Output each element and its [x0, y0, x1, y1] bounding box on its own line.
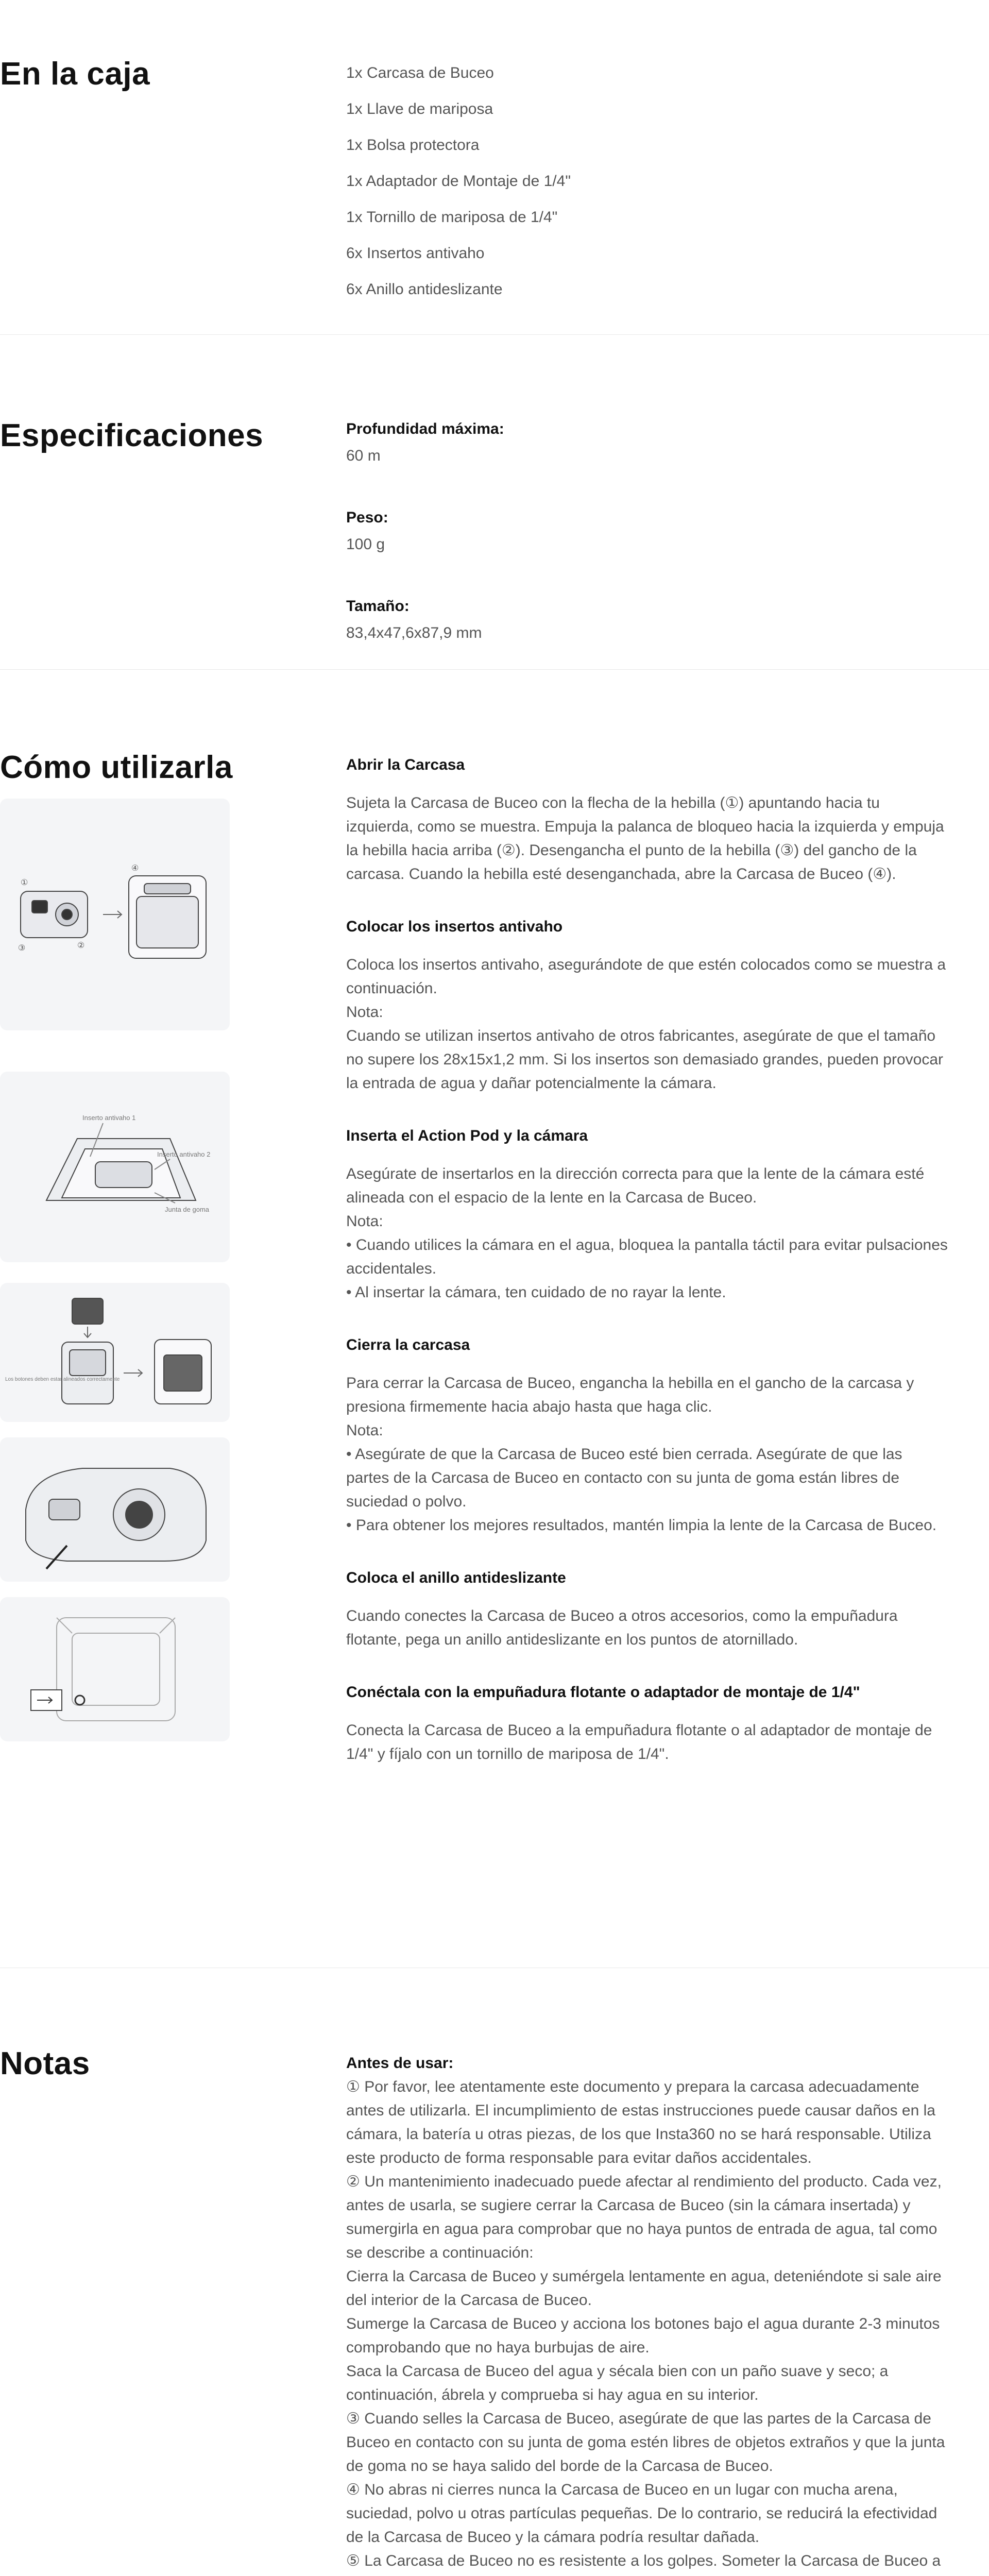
close-case-diagram [0, 1437, 230, 1582]
specs-section [0, 335, 989, 670]
diagram-label: ② [77, 941, 85, 950]
section-title: Cómo utilizarla [0, 750, 233, 785]
diagram-label: ④ [131, 864, 139, 873]
step-item [346, 1684, 949, 1766]
notes-section [0, 1968, 989, 2576]
list-item: 1x Adaptador de Montaje de 1/4" [346, 173, 571, 190]
step-item [346, 1336, 949, 1537]
steps-list [346, 756, 949, 1798]
spec-value: 83,4x47,6x87,9 mm [346, 624, 482, 641]
diagram-label: ③ [18, 944, 26, 953]
step-item [346, 918, 949, 1095]
section-title: En la caja [0, 56, 150, 92]
list-item: 6x Insertos antivaho [346, 245, 485, 262]
step-body: Para cerrar la Carcasa de Buceo, engancha la hebilla en el gancho de la carcasa y presiona firmemente hacia abajo hasta que haga clic. Nota: • Asegúrate de que la Carcasa de Buceo esté bien cerrada. Asegúrate de que las partes de la Carcasa de Buceo en contacto con su junta de goma están libres de suciedad o polvo. • Para obtener los mejores resultados, mantén limpia la lente de la Carcasa de Buceo. [346, 1375, 937, 1534]
list-item: 1x Carcasa de Buceo [346, 64, 494, 81]
notes-content [346, 2052, 954, 2576]
spec-label: Peso: [346, 509, 388, 526]
step-body: Sujeta la Carcasa de Buceo con la flecha de la hebilla (①) apuntando hacia tu izquierda, como se muestra. Empuja la palanca de bloqueo hacia la izquierda y empuja la hebilla hacia arriba (②). Desengancha el punto de la hebilla (③) del gancho de la carcasa. Cuando la hebilla esté desenganchada, abre la Carcasa de Buceo (④). [346, 794, 944, 883]
step-body: Asegúrate de insertarlos en la dirección correcta para que la lente de la cámara esté alineada con el espacio de la lente en la Carcasa de Buceo. Nota: • Cuando utilices la cámara en el agua, bloquea la pantalla táctil para evitar pulsaciones accidentales. • Al insertar la cámara, ten cuidado de no rayar la lente. [346, 1165, 948, 1301]
list-item: 1x Llave de mariposa [346, 100, 493, 117]
spec-label: Profundidad máxima: [346, 420, 504, 437]
specs-list [346, 420, 954, 686]
step-title: Coloca el anillo antideslizante [346, 1569, 566, 1586]
anti-slip-ring-diagram [0, 1597, 230, 1741]
notes-before-body: ① Por favor, lee atentamente este documento y prepara la carcasa adecuadamente antes de utilizarla. El incumplimiento de estas instrucciones puede causar daños en la cámara, la batería u otras piezas, de los que Insta360 no se hará responsable. Utiliza este producto de forma responsable para evitar daños accidentales. ② Un mantenimiento inadecuado puede afectar al rendimiento del producto. Cada vez, antes de usarla, se sugiere cerrar la Carcasa de Buceo (sin la cámara insertada) y sumergirla en agua para comprobar que no haya puntos de entrada de agua, tal como se describe a continuación: Cierra la Carcasa de Buceo y sumérgela lentamente en agua, deteniéndote si sale aire del interior de la Carcasa de Buceo. Sumerge la Carcasa de Buceo y acciona los botones bajo el agua durante 2-3 minutos comprobando que no haya burbujas de aire. Saca la Carcasa de Buceo del agua y sécala bien con un paño suave y seco; a continuación, ábrela y comprueba si hay agua en su interior. ③ Cuando selles la Carcasa de Buceo, asegúrate de que las partes de la Carcasa de Buceo en contacto con su junta de goma estén libres de objetos extraños y que la junta de goma no se haya salido del borde de la Carcasa de Buceo. ④ No abras ni cierres nunca la Carcasa de Buceo en un lugar con mucha arena, suciedad, polvo u otras partículas pequeñas. De lo contrario, se reducirá la efectividad de la Carcasa de Buceo y la cámara podría resultar dañada. ⑤ La Carcasa de Buceo no es resistente a los golpes. Someter la Carcasa de Buceo a [346, 2078, 945, 2569]
step-body: Cuando conectes la Carcasa de Buceo a otros accesorios, como la empuñadura flotante, pega un anillo antideslizante en los puntos de atornillado. [346, 1607, 898, 1648]
step-body: Coloca los insertos antivaho, asegurándote de que estén colocados como se muestra a continuación. Nota: Cuando se utilizan insertos antivaho de otros fabricantes, asegúrate de que el tamaño no supere los 28x15x1,2 mm. Si los insertos son demasiado grandes, pueden provocar la entrada de agua y dañar potencialmente la cámara. [346, 956, 946, 1092]
list-item: 1x Tornillo de mariposa de 1/4" [346, 209, 558, 226]
in-the-box-section [0, 0, 989, 335]
how-to-section [0, 670, 989, 1968]
spec-label: Tamaño: [346, 598, 410, 615]
list-item: 1x Bolsa protectora [346, 137, 480, 154]
list-item: 6x Anillo antideslizante [346, 281, 503, 298]
notes-before-heading: Antes de usar: [346, 2055, 454, 2072]
step-title: Colocar los insertos antivaho [346, 918, 563, 935]
diagram-label: Inserto antivaho 2 [157, 1150, 211, 1158]
step-title: Abrir la Carcasa [346, 756, 465, 773]
open-case-diagram [0, 799, 230, 1030]
step-title: Conéctala con la empuñadura flotante o adaptador de montaje de 1/4" [346, 1684, 860, 1701]
diagram-label: Junta de goma [165, 1206, 210, 1213]
section-title: Notas [0, 2046, 90, 2081]
action-pod-insert-diagram [0, 1283, 230, 1422]
box-list [346, 55, 954, 308]
step-item [346, 1569, 949, 1652]
step-item [346, 756, 949, 886]
step-title: Inserta el Action Pod y la cámara [346, 1127, 588, 1144]
section-title: Especificaciones [0, 418, 264, 453]
step-item [346, 1127, 949, 1304]
step-title: Cierra la carcasa [346, 1336, 470, 1353]
diagram-label: Inserto antivaho 1 [82, 1114, 136, 1122]
step-body: Conecta la Carcasa de Buceo a la empuñadura flotante o al adaptador de montaje de 1/4" y fíjalo con un tornillo de mariposa de 1/4". [346, 1722, 932, 1762]
spec-value: 100 g [346, 536, 385, 553]
diagram-label: Los botones deben estar alineados correctamente [5, 1377, 120, 1382]
diagram-label: ① [21, 878, 28, 887]
antifog-insert-diagram [0, 1072, 230, 1262]
spec-value: 60 m [346, 447, 381, 464]
